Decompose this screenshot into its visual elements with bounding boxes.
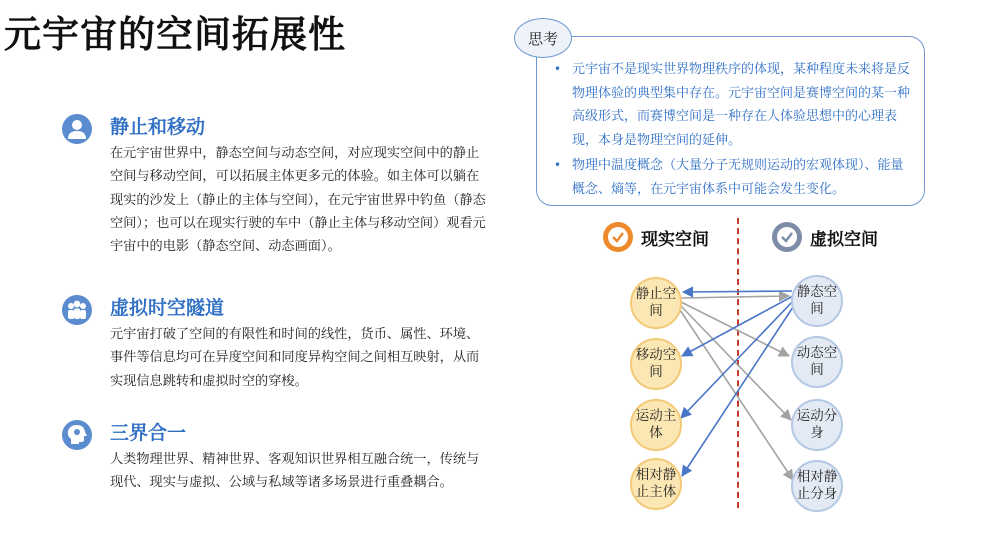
node-moving-space <box>630 338 682 390</box>
node-label: 动态空间 <box>796 345 838 378</box>
node-dynamic-virtual-space <box>791 336 843 388</box>
node-moving-avatar <box>791 399 843 451</box>
section-heading: 三界合一 <box>110 422 187 444</box>
link-static-to-moving-avatar <box>681 306 791 420</box>
section-heading: 静止和移动 <box>110 116 206 138</box>
link-virtual-to-moving-subject <box>681 300 794 418</box>
node-label: 移动空间 <box>635 347 677 380</box>
think-point: • 元宇宙不是现实世界物理秩序的体现，某种程度未来将是反物理体验的典型集中存在。元宇宙空间是赛博空间的某一种高级形式，而赛博空间是一种存在人体验思想中的心理表现，本身是物理空间的延伸。 <box>554 58 910 152</box>
think-point: • 物理中温度概念（大量分子无规则运动的宏观体现）、能量概念、熵等，在元宇宙体系中可能会发生变化。 <box>554 154 910 201</box>
node-still-subject <box>630 458 682 510</box>
node-moving-subject <box>630 399 682 451</box>
node-static-virtual-space <box>791 275 843 327</box>
node-label: 相对静止分身 <box>796 469 838 502</box>
node-label: 静止空间 <box>635 286 677 319</box>
section-body: 元宇宙打破了空间的有限性和时间的线性，货币、属性、环境、事件等信息均可在异度空间和同度异构空间之间相互映射，从而实现信息跳转和虚拟时空的穿梭。 <box>110 327 480 389</box>
think-badge: 思考 <box>514 18 572 58</box>
real-space-label: 现实空间 <box>641 229 709 250</box>
section-body: 人类物理世界、精神世界、客观知识世界相互融合统一，传统与现代、现实与虚拟、公域与私域等诸多场景进行重叠耦合。 <box>110 452 480 491</box>
node-label: 相对静止主体 <box>635 467 677 500</box>
section-heading: 虚拟时空隧道 <box>110 297 225 319</box>
page-title: 元宇宙的空间拓展性 <box>4 13 346 56</box>
node-label: 静态空间 <box>796 284 838 317</box>
node-static-space <box>630 277 682 329</box>
node-label: 运动分身 <box>796 408 838 441</box>
section-body: 在元宇宙世界中，静态空间与动态空间，对应现实空间中的静止空间与移动空间，可以拓展主体更多元的体验。如主体可以躺在现实的沙发上（静止的主体与空间），在元宇宙世界中钓鱼（静态空间）；也可以在现实行驶的车中（静止主体与移动空间）观看元宇宙中的电影（静态空间、动态画面）。 <box>110 146 486 255</box>
node-label: 运动主体 <box>635 408 677 441</box>
link-virtual-to-still-subject <box>682 304 795 476</box>
link-static-to-static <box>681 296 789 298</box>
link-virtual-to-static <box>683 291 792 292</box>
virtual-space-label: 虚拟空间 <box>810 229 878 250</box>
node-still-avatar <box>791 460 843 512</box>
link-virtual-to-moving <box>682 296 793 356</box>
